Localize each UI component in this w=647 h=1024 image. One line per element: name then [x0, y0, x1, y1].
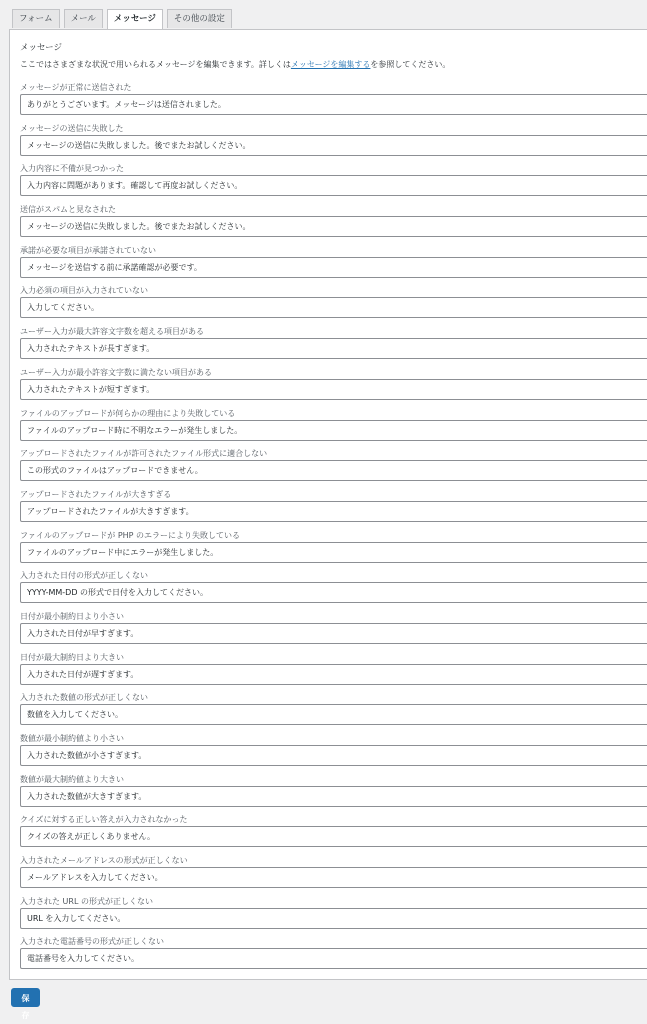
tab-mail[interactable]: メール — [64, 9, 103, 28]
message-field — [20, 489, 647, 530]
message-field-label: クイズに対する正しい答えが入力されなかった — [20, 815, 188, 825]
message-field — [20, 692, 647, 733]
message-field-label: 数値が最小制約値より小さい — [20, 734, 124, 743]
message-input[interactable] — [20, 623, 647, 644]
message-input[interactable] — [20, 257, 647, 278]
message-input[interactable] — [20, 826, 647, 847]
message-input[interactable] — [20, 542, 647, 563]
message-input[interactable] — [20, 664, 647, 685]
message-input[interactable] — [20, 786, 647, 807]
message-field-label: 入力必須の項目が入力されていない — [20, 286, 148, 296]
message-field-label: 承諾が必要な項目が承諾されていない — [20, 245, 156, 255]
tab-messages[interactable]: メッセージ — [107, 9, 163, 30]
message-field — [20, 82, 647, 123]
message-field — [20, 285, 647, 326]
message-field-label: アップロードされたファイルが大きすぎる — [20, 489, 172, 499]
message-input[interactable] — [20, 948, 647, 969]
edit-messages-link[interactable]: メッセージを編集する — [290, 60, 371, 69]
message-field — [20, 652, 647, 693]
message-input[interactable] — [20, 582, 647, 603]
message-field — [20, 530, 647, 571]
message-field — [20, 367, 647, 408]
message-input[interactable] — [20, 420, 647, 441]
message-field — [20, 611, 647, 652]
message-field-label: ファイルのアップロードが何らかの理由により失敗している — [20, 408, 236, 418]
message-field — [20, 570, 647, 611]
message-field-label: 日付が最大制約日より大きい — [20, 652, 124, 662]
message-input[interactable] — [20, 501, 647, 522]
message-input[interactable] — [20, 745, 647, 766]
message-input[interactable] — [20, 175, 647, 196]
message-field-label: 入力されたメールアドレスの形式が正しくない — [20, 856, 188, 866]
message-field — [20, 448, 647, 489]
message-input[interactable] — [20, 867, 647, 888]
message-field-label: メッセージが正常に送信された — [20, 83, 132, 92]
message-field — [20, 896, 647, 937]
message-field-label: ファイルのアップロードが PHP のエラーにより失敗している — [20, 530, 241, 540]
tab-other-settings[interactable]: その他の設定 — [167, 9, 232, 28]
message-input[interactable] — [20, 135, 647, 156]
message-field-label: ユーザー入力が最大許容文字数を超える項目がある — [20, 327, 204, 337]
message-input[interactable] — [20, 94, 647, 115]
message-input[interactable] — [20, 338, 647, 359]
message-field — [20, 245, 647, 286]
message-input[interactable] — [20, 216, 647, 237]
message-field-label: 数値が最大制約値より大きい — [20, 774, 124, 784]
message-field-label: アップロードされたファイルが許可されたファイル形式に適合しない — [20, 449, 268, 459]
message-field — [20, 123, 647, 164]
message-field-label: 入力された電話番号の形式が正しくない — [20, 937, 164, 947]
message-input[interactable] — [20, 704, 647, 725]
description-suffix: を参照してください。 — [370, 60, 451, 69]
message-field — [20, 814, 647, 855]
message-field — [20, 936, 647, 977]
message-fields — [20, 82, 647, 977]
section-description — [20, 59, 450, 70]
message-input[interactable] — [20, 297, 647, 318]
message-field-label: 入力された URL の形式が正しくない — [20, 896, 153, 906]
message-input[interactable] — [20, 908, 647, 929]
description-prefix: ここではさまざまな状況で用いられるメッセージを編集できます。詳しくは — [20, 60, 291, 69]
tab-form[interactable]: フォーム — [12, 9, 60, 28]
message-input[interactable] — [20, 460, 647, 481]
tab-bar — [12, 9, 232, 29]
message-field-label: 入力された数値の形式が正しくない — [20, 693, 148, 703]
message-field-label: 送信がスパムと見なされた — [20, 205, 116, 215]
message-field — [20, 408, 647, 449]
message-field-label: メッセージの送信に失敗した — [20, 123, 124, 133]
message-field-label: 日付が最小制約日より小さい — [20, 611, 124, 621]
message-field — [20, 326, 647, 367]
save-button[interactable]: 保存 — [11, 988, 40, 1007]
message-input[interactable] — [20, 379, 647, 400]
message-field — [20, 204, 647, 245]
message-field — [20, 733, 647, 774]
message-field-label: 入力内容に不備が見つかった — [20, 164, 124, 174]
message-field-label: ユーザー入力が最小許容文字数に満たない項目がある — [20, 367, 212, 377]
message-field — [20, 855, 647, 896]
message-field — [20, 774, 647, 815]
message-field — [20, 163, 647, 204]
message-field-label: 入力された日付の形式が正しくない — [20, 571, 148, 581]
section-title: メッセージ — [20, 43, 62, 53]
